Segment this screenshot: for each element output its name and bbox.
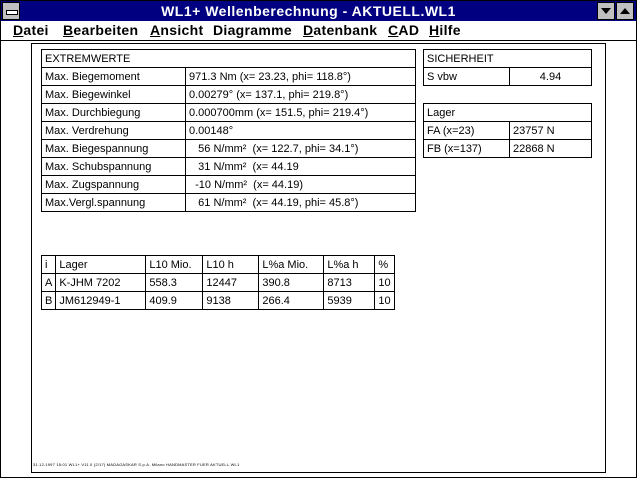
extremwerte-label: Max. Verdrehung	[42, 122, 186, 140]
menu-label: ilfe	[439, 22, 461, 38]
extremwerte-label: Max. Biegewinkel	[42, 86, 186, 104]
table-cell: 5939	[324, 292, 375, 310]
title-bar[interactable]	[1, 1, 636, 21]
extremwerte-value: 31 N/mm² (x= 44.19	[186, 158, 416, 176]
menu-label: atei	[23, 22, 49, 38]
table-cell: 12447	[203, 274, 259, 292]
column-header: %	[375, 256, 394, 274]
table-row	[42, 274, 395, 292]
table-row	[42, 176, 416, 194]
menu-label: AD	[398, 22, 420, 38]
sicherheit-value: 4.94	[510, 68, 592, 86]
lager-value: 23757 N	[510, 122, 592, 140]
extremwerte-header: EXTREMWERTE	[42, 50, 416, 68]
column-header: i	[42, 256, 56, 274]
table-header-row	[42, 256, 395, 274]
extremwerte-table	[41, 49, 416, 212]
menu-mnemonic: B	[63, 22, 74, 38]
menu-diagramme[interactable]	[213, 22, 292, 38]
lagerlebensdauer-table	[41, 255, 395, 310]
minimize-arrow-icon	[601, 8, 611, 14]
extremwerte-label: Max.Vergl.spannung	[42, 194, 186, 212]
sicherheit-header: SICHERHEIT	[424, 50, 592, 68]
table-cell: 8713	[324, 274, 375, 292]
window-title: WL1+ Wellenberechnung - AKTUELL.WL1	[161, 3, 456, 19]
table-cell: 10	[375, 274, 394, 292]
menu-mnemonic: C	[388, 22, 399, 38]
table-cell: 409.9	[146, 292, 203, 310]
maximize-arrow-icon	[620, 8, 630, 14]
maximize-button[interactable]	[616, 2, 634, 20]
column-header: L%a Mio.	[259, 256, 324, 274]
menu-cad[interactable]	[388, 22, 419, 38]
lager-header: Lager	[424, 104, 592, 122]
menu-mnemonic: H	[429, 22, 440, 38]
extremwerte-label: Max. Biegespannung	[42, 140, 186, 158]
extremwerte-value: 971.3 Nm (x= 23.23, phi= 118.8°)	[186, 68, 416, 86]
extremwerte-value: 56 N/mm² (x= 122.7, phi= 34.1°)	[186, 140, 416, 158]
table-cell: 390.8	[259, 274, 324, 292]
extremwerte-value: 0.000700mm (x= 151.5, phi= 219.4°)	[186, 104, 416, 122]
minimize-button[interactable]	[597, 2, 615, 20]
menu-label: atenbank	[313, 22, 378, 38]
lager-value: 22868 N	[510, 140, 592, 158]
menu-bearbeiten[interactable]	[63, 22, 138, 38]
table-cell: 10	[375, 292, 394, 310]
table-row	[42, 86, 416, 104]
table-row	[424, 122, 592, 140]
table-cell: 266.4	[259, 292, 324, 310]
table-row	[42, 122, 416, 140]
extremwerte-label: Max. Zugspannung	[42, 176, 186, 194]
column-header: L%a h	[324, 256, 375, 274]
menu-label: earbeiten	[73, 22, 139, 38]
table-cell: K-JHM 7202	[56, 274, 146, 292]
table-cell: A	[42, 274, 56, 292]
menu-mnemonic: D	[13, 22, 24, 38]
sicherheit-label: S vbw	[424, 68, 510, 86]
extremwerte-value: -10 N/mm² (x= 44.19)	[186, 176, 416, 194]
page-footer-text: 31.12.1997 15:01 WL1+ V11.0 (2/17) MADAGASKAR S.p.A. Milano HANDMASTER FUER AKTUELL.WL1	[33, 462, 240, 467]
extremwerte-value: 0.00279° (x= 137.1, phi= 219.8°)	[186, 86, 416, 104]
system-menu-button[interactable]	[2, 2, 20, 20]
table-row	[424, 68, 592, 86]
table-cell: 9138	[203, 292, 259, 310]
lager-label: FB (x=137)	[424, 140, 510, 158]
table-row	[42, 68, 416, 86]
table-row	[42, 140, 416, 158]
menu-datei[interactable]	[13, 22, 49, 38]
menu-ansicht[interactable]	[150, 22, 203, 38]
table-row	[42, 194, 416, 212]
table-header-row	[424, 50, 592, 68]
table-row	[42, 158, 416, 176]
table-header-row	[424, 104, 592, 122]
extremwerte-label: Max. Schubspannung	[42, 158, 186, 176]
table-cell: B	[42, 292, 56, 310]
table-row	[424, 140, 592, 158]
table-row	[42, 292, 395, 310]
table-cell: 558.3	[146, 274, 203, 292]
extremwerte-value: 0.00148°	[186, 122, 416, 140]
menu-mnemonic: A	[150, 22, 161, 38]
table-cell: JM612949-1	[56, 292, 146, 310]
lager-label: FA (x=23)	[424, 122, 510, 140]
menu-bar	[1, 21, 636, 41]
menu-label: nsicht	[160, 22, 204, 38]
system-menu-icon	[6, 10, 18, 15]
menu-mnemonic: D	[303, 22, 314, 38]
lager-table	[423, 103, 592, 158]
sicherheit-table	[423, 49, 592, 86]
extremwerte-label: Max. Biegemoment	[42, 68, 186, 86]
column-header: Lager	[56, 256, 146, 274]
menu-hilfe[interactable]	[429, 22, 461, 38]
table-row	[42, 104, 416, 122]
column-header: L10 Mio.	[146, 256, 203, 274]
extremwerte-label: Max. Durchbiegung	[42, 104, 186, 122]
column-header: L10 h	[203, 256, 259, 274]
table-header-row	[42, 50, 416, 68]
menu-label: Diagramme	[213, 22, 292, 38]
menu-datenbank[interactable]	[303, 22, 377, 38]
extremwerte-value: 61 N/mm² (x= 44.19, phi= 45.8°)	[186, 194, 416, 212]
